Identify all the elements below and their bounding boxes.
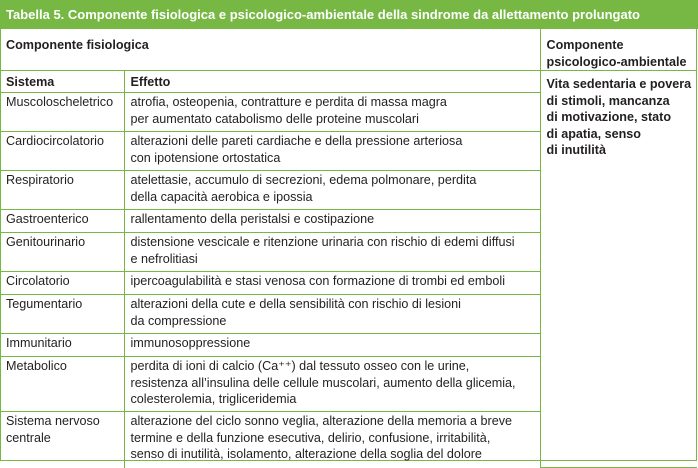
psychological-text-line: Vita sedentaria e povera	[546, 77, 692, 91]
psychological-text-line: di motivazione, stato	[546, 110, 672, 124]
effect-cell	[124, 171, 540, 210]
system-cell	[0, 171, 124, 210]
psychological-description	[540, 71, 697, 468]
system-text-line: Tegumentario	[6, 297, 83, 311]
system-cell	[0, 295, 124, 334]
table-title: Tabella 5. Componente fisiologica e psicologico-ambientale della sindrome da allettamento prolungato	[0, 0, 698, 29]
system-cell	[0, 93, 124, 132]
header-psychological	[540, 29, 697, 71]
effect-cell	[124, 93, 540, 132]
psychological-text-line: di stimoli, mancanza	[546, 93, 670, 108]
effect-text-line: immunosoppressione	[130, 336, 251, 350]
system-text-line: Genitourinario	[6, 235, 86, 249]
psychological-text-line: di inutilità	[546, 143, 606, 157]
effect-text-line: rallentamento della peristalsi e costipazione	[130, 212, 375, 226]
effect-text-line: distensione vescicale e ritenzione urinaria con rischio di edemi diffusi	[130, 235, 515, 249]
system-text-line: Metabolico	[6, 359, 67, 373]
effect-text-line: della capacità aerobica e ipossia	[130, 189, 313, 204]
system-text-line: Immunitario	[6, 336, 72, 350]
system-cell	[0, 412, 124, 468]
header-row	[0, 29, 697, 71]
system-cell	[0, 272, 124, 295]
system-text-line: Circolatorio	[6, 274, 70, 288]
effect-text-line: alterazioni della cute e della sensibilità con rischio di lesioni	[130, 297, 461, 311]
effect-cell	[124, 412, 540, 468]
effect-text-line: resistenza all’insulina delle cellule muscolari, aumento della glicemia,	[130, 375, 516, 390]
effect-text-line: per aumentato catabolismo delle proteine muscolari	[130, 111, 419, 126]
effect-cell	[124, 132, 540, 171]
effect-cell	[124, 233, 540, 272]
effect-cell	[124, 210, 540, 233]
system-cell	[0, 233, 124, 272]
effect-text-line: colesterolemia, trigliceridemia	[130, 392, 297, 406]
effect-text-line: con ipotensione ortostatica	[130, 150, 281, 165]
header-system: Sistema	[0, 71, 124, 93]
header-effect: Effetto	[124, 71, 540, 93]
effect-text-line: termine e della funzione esecutiva, delirio, confusione, irritabilità,	[130, 430, 491, 445]
effect-cell	[124, 272, 540, 295]
system-cell	[0, 357, 124, 412]
header-psychological-line: Componente	[546, 38, 624, 52]
system-text-line: Gastroenterico	[6, 212, 89, 226]
psychological-text-line: di apatia, senso	[546, 126, 641, 141]
header-psychological-line: psicologico-ambientale	[546, 54, 687, 69]
effect-cell	[124, 334, 540, 357]
effect-text-line: senso di inutilità, isolamento, alterazione della soglia del dolore	[130, 447, 482, 461]
effect-text-line: e nefrolitiasi	[130, 251, 198, 266]
effect-text-line: ipercoagulabilità e stasi venosa con formazione di trombi ed emboli	[130, 274, 506, 288]
effect-cell	[124, 357, 540, 412]
system-text-line: Sistema nervoso	[6, 414, 100, 428]
header-physiological: Componente fisiologica	[0, 29, 540, 71]
effect-text-line: perdita di ioni di calcio (Ca⁺⁺) dal tessuto osseo con le urine,	[130, 359, 470, 373]
system-cell	[0, 210, 124, 233]
effect-text-line: atelettasie, accumulo di secrezioni, edema polmonare, perdita	[130, 173, 477, 187]
effect-text-line: alterazione del ciclo sonno veglia, alterazione della memoria a breve	[130, 414, 513, 428]
system-cell	[0, 132, 124, 171]
system-text-line: Muscoloscheletrico	[6, 95, 114, 109]
system-text-line: Cardiocircolatorio	[6, 134, 104, 148]
subheader-row	[0, 71, 697, 93]
system-text-line: centrale	[6, 430, 51, 445]
effect-text-line: alterazioni delle pareti cardiache e della pressione arteriosa	[130, 134, 463, 148]
effect-text-line: atrofia, osteopenia, contratture e perdita di massa magra	[130, 95, 447, 109]
syndrome-table	[0, 29, 697, 468]
system-cell	[0, 334, 124, 357]
system-text-line: Respiratorio	[6, 173, 74, 187]
effect-text-line: da compressione	[130, 313, 227, 328]
effect-cell	[124, 295, 540, 334]
